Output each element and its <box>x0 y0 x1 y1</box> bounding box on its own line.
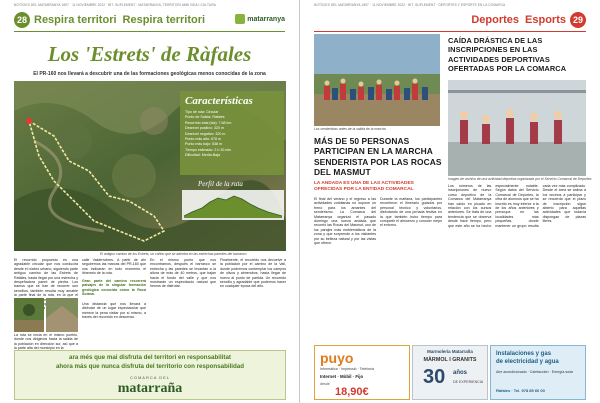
characteristic-row: Tipo de ruta: Circular <box>185 110 219 114</box>
article1-column-2: Durante la mañana, los participantes recorrieron el itinerario guiados por personal técnico y voluntarios, disfrutando de una jornada festiva en la que también hubo tiempo para compartir el almuerzo y conocer mejor el entorno. <box>380 197 442 228</box>
section-title-ca: Respira territori <box>34 14 117 26</box>
body-column-2b: Una distancia que nos llevará a disfrutar de un lugar espectacular que merece la pena visitar por sí mismo, a través del recorrido en descenso. <box>82 302 146 320</box>
marble-unit: años <box>453 370 468 376</box>
article-subtitle: El PR-160 nos llevará a descubrir una de las formaciones geológicas menos conocidas de la zona <box>33 71 266 77</box>
logo-text: matarranya <box>247 15 285 23</box>
right-page <box>300 0 600 403</box>
section-title-es: Respira territori <box>122 14 206 26</box>
article1-title: MÁS DE 50 PERSONAS PARTICIPAN EN LA MARCHA SENDERISTA POR LAS ROCAS DEL MASMUT <box>314 136 442 178</box>
header-rule <box>314 31 586 32</box>
hiker-photo-2-image <box>46 298 78 332</box>
characteristic-row: Tiempo estimado: 2 h 30 min <box>185 147 232 152</box>
ad-brand-name: matarraña <box>117 381 183 396</box>
hiker-photo-2 <box>46 298 78 332</box>
matarranya-logo <box>235 14 285 24</box>
characteristic-row: Punto más alto: 678 m <box>185 137 221 142</box>
page-number-badge: 29 <box>570 12 586 28</box>
marble-big-number: 30 <box>423 366 446 388</box>
characteristic-row: Desnivel positivo: 320 m <box>185 126 224 131</box>
body-column-1: El recorrido propuesto es una agradable circular que nos conducirá desde el núcleo urbano, siguiendo parte antiguo camino de las Estrets de Ràfales, hasta llegar por una estrecha y despeñadora pared de piedra. Los tramos que se han de recorrer son sencillos, también resulta muy amable la parte final de la ruta, en la que el bosques a <box>14 258 78 311</box>
left-topline: NOTÍCIES DEL MATARRANYA 1697 · 11 NOVIEMBRE 2022 · BIT. SUPLEMENT · MATARRANYA, TERRITORI AMB VIDA I CULTURA <box>14 3 217 7</box>
puyo-line: Internet · Mòbil · Fijo <box>320 374 364 379</box>
photo-caption-2: Imagen de archivo de una actividad deportiva organizada por el Servicio Comarcal de Deportes <box>448 177 592 181</box>
sports-activity-image <box>448 80 586 176</box>
header-rule <box>14 31 285 32</box>
ad-line-es: ahora más que nunca disfruta del territorio con responsabilidad <box>55 363 245 370</box>
article2-title: CAÍDA DRÁSTICA DE LAS INSCRIPCIONES EN LAS ACTIVIDADES DEPORTIVAS OFERTADAS POR LA COMARCA <box>448 36 567 74</box>
right-topline: NOTÍCIES DEL MATARRANYA 1697 · 11 NOVIEMBRE 2022 · BIT. SUPLEMENT · DEPORTES Y ESPORTS EN LA COMARCA <box>314 3 506 7</box>
marble-label: DE EXPERIENCIA <box>453 380 484 384</box>
pull-quote: Gran parte del camino recorrerá paisajes de la singular formación geológica conocida como la Roca Solana. <box>82 279 146 297</box>
hiker-photo-1 <box>14 298 44 332</box>
marble-ad <box>412 345 488 400</box>
page-number-badge: 28 <box>14 12 30 28</box>
characteristic-row: Recorrido total (ida): 7,68 km <box>185 120 232 125</box>
article1-column-1: El final del verano y el regreso a las actividades cotidianas no supone un freno para los amantes del senderismo. La Comarca del Matarranya organizó el pasado domingo una nueva andada que recorrió las Rocas del Masmut, uno de los parajes más emblemáticos de la zona y que sorprende a los visitantes por su belleza natural y por las vistas que ofrece. <box>314 197 376 246</box>
group-hike-photo <box>314 34 440 126</box>
body-column-2: calle Valderrobres. A partir de ahí seguiremos las marcas del PR-160 que nos indicarán en todo momento el itinerario de la ruta. <box>82 258 146 276</box>
body-column-3: En el mismo punto que nos encontramos, después el barranco se estrecha y las paredes se levantan a la altura de más de 40 metros, que bajan hacia el fondo del valle y que nos mostrarán un espectáculo natural que hemos de disfrutar. <box>150 258 216 289</box>
group-hike-image <box>314 34 440 126</box>
map-caption: El antiguo camino de los Estrets, un cañón que se adentra en las estrechas paredes del barranco <box>100 252 247 256</box>
right-section-header <box>467 11 586 29</box>
hiker-photo-1-image <box>14 298 44 332</box>
section-title-ca: Esports <box>525 14 566 26</box>
puyo-brand: puyo <box>320 350 354 366</box>
ad-brand-top: COMARCA DEL <box>129 375 171 380</box>
puyo-price: 18,90€ <box>335 386 369 398</box>
characteristics-heading: Características <box>185 95 253 107</box>
article-title: Los 'Estrets' de Ràfales <box>47 42 252 66</box>
inst-line-3: Aire acondicionado · Calefacción · Energía solar <box>496 370 574 374</box>
sports-activity-photo <box>448 80 586 176</box>
section-title-es: Deportes <box>471 14 520 26</box>
inst-line-1: Instalaciones y gas <box>496 351 552 357</box>
body-column-1b: La ruta se inicia en el mismo pueblo, donde nos dirigimos hacia la salida de la población en dirección sur, así que a la parte alta del municipio en la <box>14 333 78 351</box>
characteristic-row: Dificultad: Media-Baja <box>185 153 220 158</box>
puyo-tagline: Informàtica · Impressió · Telefonia <box>320 367 375 371</box>
characteristics-box <box>180 91 284 175</box>
elevation-profile <box>182 190 284 220</box>
logo-square-icon <box>235 14 245 24</box>
responsibility-ad <box>14 350 286 400</box>
installations-ad <box>490 345 586 400</box>
inst-line-2: de electricidad y agua <box>496 359 559 365</box>
characteristic-row: Punto más bajo: 538 m <box>185 142 222 147</box>
body-column-4: Finalmente, el recorrido nos devuelve a la población por el camino de la Vall, donde podremos contemplar los campos de olivos y almendros, hasta llegar de nuevo al punto de partida. Un recorrido sencillo y agradable que podemos hacer en cualquier época del año. <box>220 258 286 289</box>
photo-caption-1: Los senderistas antes de la salida de la marcha <box>314 127 386 131</box>
characteristic-row: Punto de Salida: Ràfales <box>185 115 225 120</box>
inst-line-4: Ràfales · Tel. 978 85 60 00 <box>496 388 545 393</box>
article1-subtitle: LA ANDADA ES UNA DE LAS ACTIVIDADES OFRECIDAS POR LA ENTIDAD COMARCAL <box>314 181 414 192</box>
marble-tagline: MÀRMOL I GRANITS <box>423 357 477 363</box>
profile-label: Perfil de la ruta <box>198 180 243 188</box>
left-section-header <box>14 11 205 29</box>
ad-line-ca: ara més que mai disfruta del territori en responsabilitat <box>69 354 231 361</box>
characteristic-row: Desnivel negativo: 320 m <box>185 131 226 136</box>
puyo-price-label: desde <box>320 382 330 386</box>
puyo-ad <box>314 345 410 400</box>
marble-brand: Marmolería Matarraña <box>427 349 473 354</box>
article2-body: Los números de las inscripciones de nuevo curso deportivo de la Comarca del Matarranya han caído en picado en relación con los cursos anteriores. Se trata de una tendencia que se observa desde hace tiempo, pero que este año se ha hecho especialmente notable. Según datos del Servicio Comarcal de Deportes, la cifra de alumnos que se ha inscrito es muy inferior a la de los años anteriores y preocupa en las localidades más pequeñas, donde mantener un grupo resulta cada vez más complicado. Desde el área se anima a los vecinos a participar y se recuerda que el plazo de inscripción sigue abierto para aquellas actividades que todavía dispongan de plazas libres. <box>448 184 586 228</box>
